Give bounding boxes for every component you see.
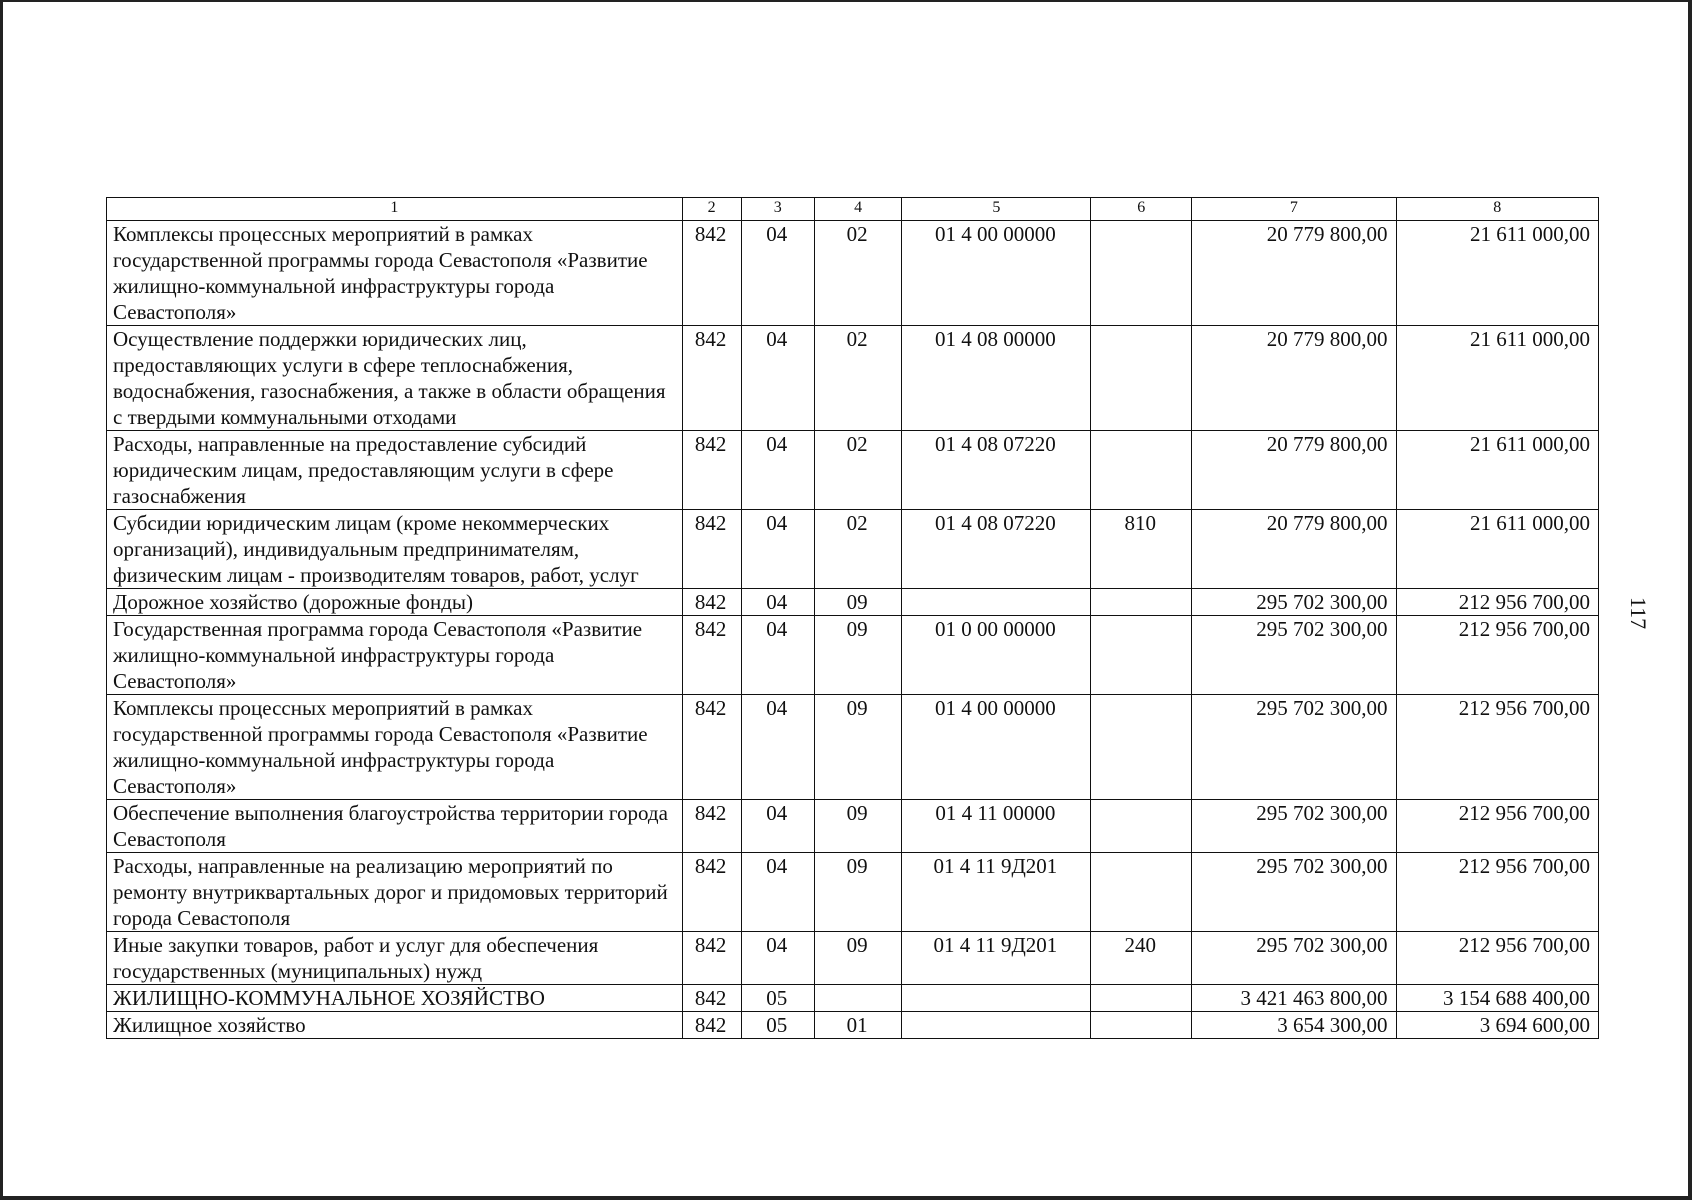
cell-subsection [814, 985, 901, 1012]
column-header: 2 [682, 198, 741, 221]
cell-grbs: 842 [682, 932, 741, 985]
cell-subsection: 09 [814, 616, 901, 695]
cell-name: Государственная программа города Севастополя «Развитие жилищно-коммунальной инфраструктуры города Севастополя» [107, 616, 683, 695]
cell-subsection: 01 [814, 1012, 901, 1039]
cell-subsection: 02 [814, 221, 901, 326]
scan-edge-top [0, 0, 1692, 2]
cell-amount-year-1: 295 702 300,00 [1192, 589, 1396, 616]
cell-section: 04 [741, 695, 814, 800]
cell-name: Обеспечение выполнения благоустройства территории города Севастополя [107, 800, 683, 853]
cell-section: 05 [741, 985, 814, 1012]
cell-expense-type [1091, 326, 1192, 431]
cell-target-article: 01 4 11 9Д201 [902, 932, 1091, 985]
cell-amount-year-2: 212 956 700,00 [1396, 853, 1598, 932]
cell-target-article: 01 4 08 00000 [902, 326, 1091, 431]
cell-name: Комплексы процессных мероприятий в рамках государственной программы города Севастополя «Развитие жилищно-коммунальной инфраструктуры города Севастополя» [107, 221, 683, 326]
cell-amount-year-1: 295 702 300,00 [1192, 800, 1396, 853]
cell-subsection: 09 [814, 932, 901, 985]
cell-name: Расходы, направленные на предоставление субсидий юридическим лицам, предоставляющим услуги в сфере газоснабжения [107, 431, 683, 510]
table-row [107, 589, 1599, 616]
cell-amount-year-2: 212 956 700,00 [1396, 616, 1598, 695]
cell-target-article: 01 0 00 00000 [902, 616, 1091, 695]
cell-section: 04 [741, 616, 814, 695]
cell-target-article: 01 4 08 07220 [902, 431, 1091, 510]
cell-name: Жилищное хозяйство [107, 1012, 683, 1039]
table-row [107, 695, 1599, 800]
cell-expense-type [1091, 800, 1192, 853]
cell-target-article: 01 4 11 9Д201 [902, 853, 1091, 932]
cell-target-article: 01 4 00 00000 [902, 221, 1091, 326]
scan-edge-left [0, 0, 3, 1200]
cell-amount-year-1: 20 779 800,00 [1192, 326, 1396, 431]
column-header: 1 [107, 198, 683, 221]
cell-target-article: 01 4 00 00000 [902, 695, 1091, 800]
cell-expense-type [1091, 431, 1192, 510]
cell-target-article: 01 4 08 07220 [902, 510, 1091, 589]
cell-amount-year-1: 3 421 463 800,00 [1192, 985, 1396, 1012]
cell-name: Дорожное хозяйство (дорожные фонды) [107, 589, 683, 616]
cell-expense-type [1091, 589, 1192, 616]
cell-grbs: 842 [682, 616, 741, 695]
table-row [107, 616, 1599, 695]
cell-amount-year-2: 21 611 000,00 [1396, 326, 1598, 431]
scan-edge-right [1688, 0, 1692, 1200]
header-row [107, 198, 1599, 221]
table-row [107, 1012, 1599, 1039]
cell-amount-year-1: 295 702 300,00 [1192, 853, 1396, 932]
cell-grbs: 842 [682, 853, 741, 932]
column-header: 7 [1192, 198, 1396, 221]
cell-section: 04 [741, 326, 814, 431]
cell-target-article [902, 589, 1091, 616]
cell-expense-type [1091, 616, 1192, 695]
page-number: 117 [1626, 596, 1652, 630]
cell-grbs: 842 [682, 431, 741, 510]
cell-subsection: 02 [814, 431, 901, 510]
cell-expense-type [1091, 853, 1192, 932]
cell-grbs: 842 [682, 985, 741, 1012]
table-row [107, 985, 1599, 1012]
cell-section: 04 [741, 589, 814, 616]
cell-amount-year-2: 212 956 700,00 [1396, 589, 1598, 616]
cell-grbs: 842 [682, 510, 741, 589]
cell-amount-year-1: 20 779 800,00 [1192, 431, 1396, 510]
cell-grbs: 842 [682, 800, 741, 853]
budget-table [106, 197, 1599, 1039]
cell-amount-year-2: 212 956 700,00 [1396, 695, 1598, 800]
cell-grbs: 842 [682, 326, 741, 431]
scan-edge-bottom [0, 1196, 1692, 1200]
cell-section: 04 [741, 800, 814, 853]
column-header: 4 [814, 198, 901, 221]
cell-amount-year-1: 20 779 800,00 [1192, 221, 1396, 326]
cell-target-article [902, 1012, 1091, 1039]
cell-expense-type [1091, 985, 1192, 1012]
table-row [107, 932, 1599, 985]
table-row [107, 800, 1599, 853]
cell-amount-year-1: 20 779 800,00 [1192, 510, 1396, 589]
cell-name: Осуществление поддержки юридических лиц, предоставляющих услуги в сфере теплоснабжения, водоснабжения, газоснабжения, а также в области обращения с твердыми коммунальными отходами [107, 326, 683, 431]
cell-section: 04 [741, 853, 814, 932]
table-row [107, 853, 1599, 932]
cell-subsection: 09 [814, 695, 901, 800]
cell-section: 04 [741, 510, 814, 589]
cell-amount-year-2: 3 154 688 400,00 [1396, 985, 1598, 1012]
cell-subsection: 09 [814, 800, 901, 853]
cell-amount-year-2: 21 611 000,00 [1396, 431, 1598, 510]
cell-expense-type: 240 [1091, 932, 1192, 985]
cell-amount-year-1: 295 702 300,00 [1192, 932, 1396, 985]
table-row [107, 221, 1599, 326]
cell-expense-type: 810 [1091, 510, 1192, 589]
cell-amount-year-1: 295 702 300,00 [1192, 616, 1396, 695]
cell-grbs: 842 [682, 695, 741, 800]
cell-expense-type [1091, 695, 1192, 800]
column-header: 5 [902, 198, 1091, 221]
cell-amount-year-2: 21 611 000,00 [1396, 221, 1598, 326]
cell-expense-type [1091, 1012, 1192, 1039]
cell-section: 04 [741, 431, 814, 510]
table-row [107, 510, 1599, 589]
column-header: 3 [741, 198, 814, 221]
cell-amount-year-1: 3 654 300,00 [1192, 1012, 1396, 1039]
cell-name: ЖИЛИЩНО-КОММУНАЛЬНОЕ ХОЗЯЙСТВО [107, 985, 683, 1012]
cell-name: Комплексы процессных мероприятий в рамках государственной программы города Севастополя «Развитие жилищно-коммунальной инфраструктуры города Севастополя» [107, 695, 683, 800]
cell-target-article [902, 985, 1091, 1012]
column-header: 6 [1091, 198, 1192, 221]
cell-amount-year-1: 295 702 300,00 [1192, 695, 1396, 800]
cell-grbs: 842 [682, 1012, 741, 1039]
cell-grbs: 842 [682, 589, 741, 616]
cell-amount-year-2: 212 956 700,00 [1396, 800, 1598, 853]
cell-name: Иные закупки товаров, работ и услуг для обеспечения государственных (муниципальных) нужд [107, 932, 683, 985]
cell-subsection: 09 [814, 853, 901, 932]
cell-section: 04 [741, 932, 814, 985]
table-row [107, 431, 1599, 510]
cell-subsection: 09 [814, 589, 901, 616]
cell-name: Субсидии юридическим лицам (кроме некоммерческих организаций), индивидуальным предпринимателям, физическим лицам - производителям товаров, работ, услуг [107, 510, 683, 589]
column-header: 8 [1396, 198, 1598, 221]
cell-target-article: 01 4 11 00000 [902, 800, 1091, 853]
cell-expense-type [1091, 221, 1192, 326]
cell-amount-year-2: 3 694 600,00 [1396, 1012, 1598, 1039]
cell-grbs: 842 [682, 221, 741, 326]
cell-subsection: 02 [814, 326, 901, 431]
cell-name: Расходы, направленные на реализацию мероприятий по ремонту внутриквартальных дорог и придомовых территорий города Севастополя [107, 853, 683, 932]
cell-section: 05 [741, 1012, 814, 1039]
table-row [107, 326, 1599, 431]
cell-amount-year-2: 21 611 000,00 [1396, 510, 1598, 589]
cell-section: 04 [741, 221, 814, 326]
cell-amount-year-2: 212 956 700,00 [1396, 932, 1598, 985]
cell-subsection: 02 [814, 510, 901, 589]
